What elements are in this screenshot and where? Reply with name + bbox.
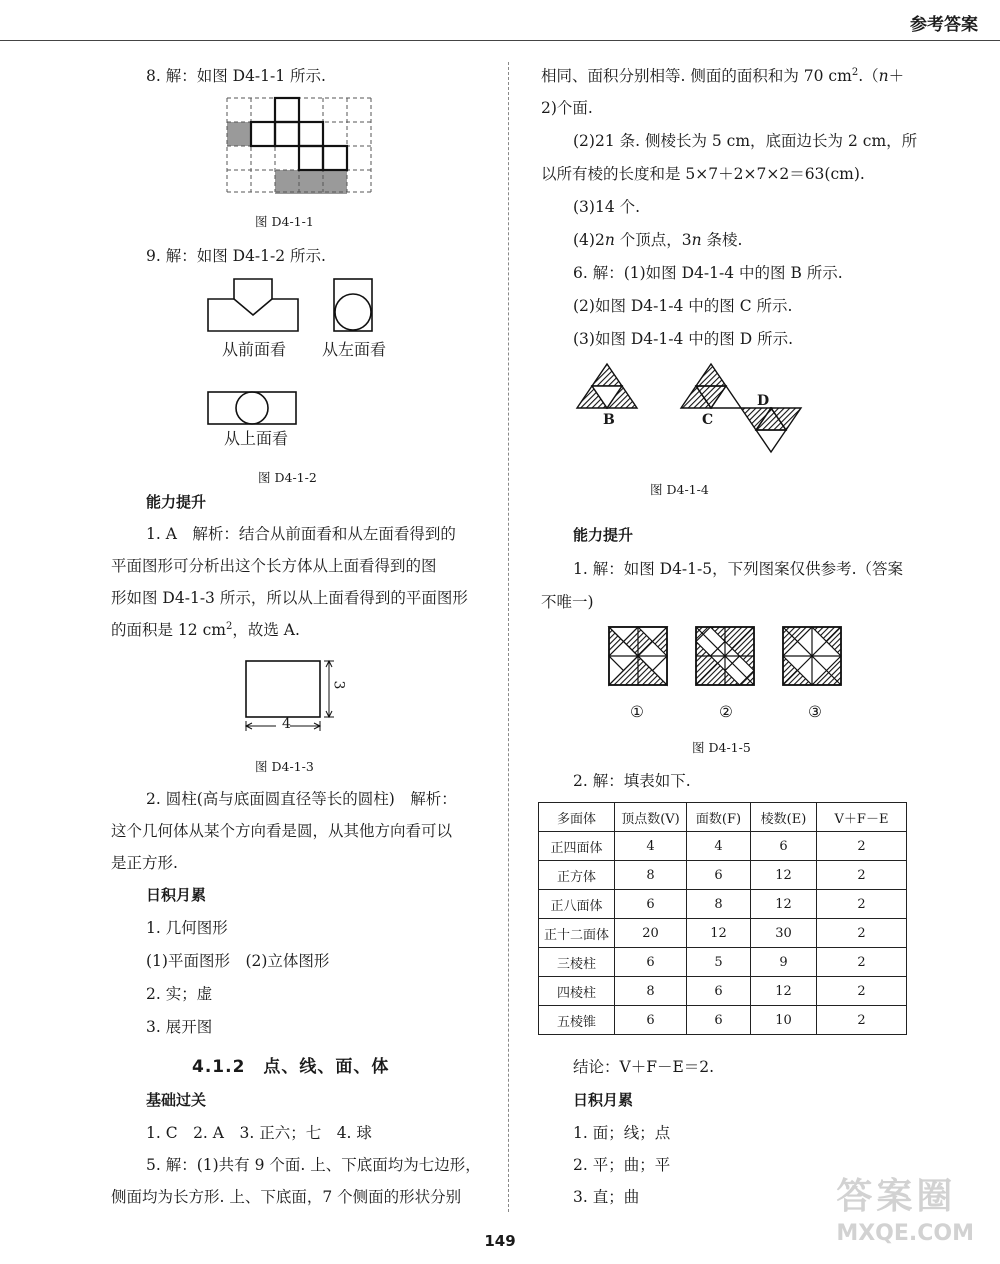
table-cell: 五棱锥: [539, 1006, 615, 1035]
q9-text: 9. 解：如图 D4-1-2 所示.: [146, 247, 326, 265]
table-cell: 2: [817, 861, 907, 890]
right-line5: (3)14 个.: [573, 198, 641, 216]
right-ability2: 2. 解：填表如下.: [573, 772, 691, 790]
page-number: 149: [484, 1232, 516, 1250]
table-cell: 6: [687, 861, 751, 890]
table-cell: 20: [615, 919, 687, 948]
watermark: [836, 1168, 974, 1246]
left-view-figure: [330, 275, 378, 335]
fig-d4-1-2-caption: 图 D4-1-2: [258, 470, 317, 485]
right-line6-n2: n: [691, 231, 702, 249]
right-line6-n: n: [604, 231, 615, 249]
right-line3: (2)21 条. 侧棱长为 5 cm，底面边长为 2 cm，所: [573, 132, 918, 150]
table-cell: 正四面体: [539, 832, 615, 861]
table-row: [539, 832, 907, 861]
column-divider: [508, 62, 509, 1212]
top-view-label: 从上面看: [224, 429, 289, 448]
top-view-figure: [206, 388, 300, 428]
right-line6-c: 条棱.: [701, 231, 743, 249]
ability-heading-left: 能力提升: [146, 493, 207, 511]
table-cell: 6: [687, 1006, 751, 1035]
section-heading-4-1-2: 4.1.2 点、线、面、体: [192, 1057, 390, 1077]
fig4-label-d: D: [757, 393, 770, 409]
ability-heading-right: 能力提升: [573, 526, 634, 544]
basic-line1: 1. C 2. A 3. 正六；七 4. 球: [146, 1124, 372, 1142]
ability1-line3: 形如图 D4-1-3 所示，所以从上面看得到的平面图形: [111, 589, 468, 607]
right-line1: [541, 64, 904, 86]
ability2-line3: 是正方形.: [111, 854, 178, 872]
table-cell: 6: [751, 832, 817, 861]
table-header: 顶点数(V): [615, 803, 687, 832]
right-line6-b: 个顶点，3: [614, 231, 692, 249]
figure-d4-1-1: [225, 96, 373, 194]
fig-d4-1-3-caption: 图 D4-1-3: [255, 759, 314, 774]
watermark-line2: MXQE.COM: [836, 1221, 974, 1246]
table-row: [539, 1006, 907, 1035]
front-view-figure: [206, 275, 302, 335]
table-cell: 12: [687, 919, 751, 948]
fig4-label-b: B: [603, 412, 615, 428]
table-header: 多面体: [539, 803, 615, 832]
fig-d4-1-3-height-label: 3: [330, 680, 347, 690]
right-line9: (3)如图 D4-1-4 中的图 D 所示.: [573, 330, 794, 348]
table-cell: 6: [615, 890, 687, 919]
table-header: 面数(F): [687, 803, 751, 832]
front-view-label: 从前面看: [222, 340, 287, 359]
ability1-line4: [111, 618, 300, 640]
fig-d4-1-4-caption: 图 D4-1-4: [650, 482, 709, 497]
header-title: 参考答案: [910, 15, 978, 35]
table-cell: 4: [687, 832, 751, 861]
q8-text: 8. 解：如图 D4-1-1 所示.: [146, 67, 326, 85]
left-view-label: 从左面看: [322, 340, 387, 359]
accumulate-item-1: 1. 几何图形: [146, 919, 228, 937]
right-line6-a: (4)2: [573, 231, 605, 249]
right-line6: [573, 228, 742, 250]
table-row: [539, 861, 907, 890]
ability1-line2: 平面图形可分析出这个长方体从上面看得到的图: [111, 557, 437, 575]
table-cell: 4: [615, 832, 687, 861]
ability2-line2: 这个几何体从某个方向看是圆，从其他方向看可以: [111, 822, 453, 840]
figure-d4-1-5: [607, 625, 843, 687]
right-line1-sup: 2: [851, 66, 859, 78]
right-line1-b: .（: [858, 67, 879, 85]
conclusion-text: 结论：V＋F－E＝2.: [573, 1058, 715, 1076]
table-cell: 2: [817, 890, 907, 919]
table-row: [539, 890, 907, 919]
ability1-line4-sup: 2: [225, 620, 233, 632]
polyhedra-table-body: [539, 803, 907, 1035]
fig5-label-3: ③: [808, 703, 822, 721]
table-cell: 2: [817, 832, 907, 861]
table-cell: 8: [687, 890, 751, 919]
right-line4: 以所有棱的长度和是 5×7＋2×7×2＝63(cm).: [541, 165, 865, 183]
table-cell: 8: [615, 977, 687, 1006]
right-ability1-line1: 1. 解：如图 D4-1-5，下列图案仅供参考.（答案: [573, 560, 904, 578]
table-row: [539, 948, 907, 977]
accumulate-item-3: 3. 展开图: [146, 1018, 213, 1036]
right-line8: (2)如图 D4-1-4 中的图 C 所示.: [573, 297, 793, 315]
table-cell: 12: [751, 890, 817, 919]
right-line1-a: 相同、面积分别相等. 侧面的面积和为 70 cm: [541, 67, 852, 85]
table-cell: 6: [615, 1006, 687, 1035]
right-accumulate-2: 2. 平；曲；平: [573, 1156, 671, 1174]
table-cell: 12: [751, 977, 817, 1006]
table-header-row: [539, 803, 907, 832]
right-line1-n: n: [878, 67, 889, 85]
right-accumulate-3: 3. 直；曲: [573, 1188, 640, 1206]
fig5-label-2: ②: [719, 703, 733, 721]
table-cell: 12: [751, 861, 817, 890]
fig-d4-1-5-caption: 图 D4-1-5: [692, 740, 751, 755]
table-cell: 三棱柱: [539, 948, 615, 977]
table-cell: 正十二面体: [539, 919, 615, 948]
ability1-line4-a: 的面积是 12 cm: [111, 621, 226, 639]
table-cell: 6: [687, 977, 751, 1006]
figure-d4-1-3: [238, 655, 348, 739]
fig5-label-1: ①: [630, 703, 644, 721]
table-cell: 8: [615, 861, 687, 890]
watermark-line1: 答案圈: [836, 1176, 957, 1217]
table-header: V＋F－E: [817, 803, 907, 832]
header-rule: [0, 40, 1000, 41]
right-line2: 2)个面.: [541, 99, 593, 117]
right-line1-c: ＋: [888, 67, 905, 85]
basic-line2: 5. 解：(1)共有 9 个面. 上、下底面均为七边形，: [146, 1156, 481, 1174]
right-ability1-line2: 不唯一): [541, 593, 594, 611]
table-cell: 30: [751, 919, 817, 948]
table-cell: 正方体: [539, 861, 615, 890]
table-cell: 2: [817, 1006, 907, 1035]
fig-d4-1-1-caption: 图 D4-1-1: [255, 214, 314, 229]
basic-line3: 侧面均为长方形. 上、下底面，7 个侧面的形状分别: [111, 1188, 462, 1206]
table-cell: 6: [615, 948, 687, 977]
accumulate-item-2: 2. 实；虚: [146, 985, 213, 1003]
table-cell: 四棱柱: [539, 977, 615, 1006]
basic-heading: 基础过关: [146, 1091, 207, 1109]
accumulate-item-1b: (1)平面图形 (2)立体图形: [146, 952, 330, 970]
fig4-label-c: C: [702, 412, 714, 428]
polyhedra-table: [538, 802, 907, 1035]
right-accumulate-1: 1. 面；线；点: [573, 1124, 671, 1142]
ability1-line4-b: ，故选 A.: [232, 621, 300, 639]
right-line7: 6. 解：(1)如图 D4-1-4 中的图 B 所示.: [573, 264, 843, 282]
table-cell: 5: [687, 948, 751, 977]
table-cell: 2: [817, 977, 907, 1006]
table-cell: 2: [817, 948, 907, 977]
table-cell: 正八面体: [539, 890, 615, 919]
table-cell: 2: [817, 919, 907, 948]
table-cell: 10: [751, 1006, 817, 1035]
table-row: [539, 977, 907, 1006]
table-cell: 9: [751, 948, 817, 977]
accumulate-heading-right: 日积月累: [573, 1091, 634, 1109]
fig-d4-1-3-width-label: 4: [282, 716, 291, 732]
ability2-line1: 2. 圆柱(高与底面圆直径等长的圆柱) 解析：: [146, 790, 457, 808]
accumulate-heading-left: 日积月累: [146, 886, 207, 904]
table-header: 棱数(E): [751, 803, 817, 832]
table-row: [539, 919, 907, 948]
ability1-line1: 1. A 解析：结合从前面看和从左面看得到的: [146, 525, 456, 543]
